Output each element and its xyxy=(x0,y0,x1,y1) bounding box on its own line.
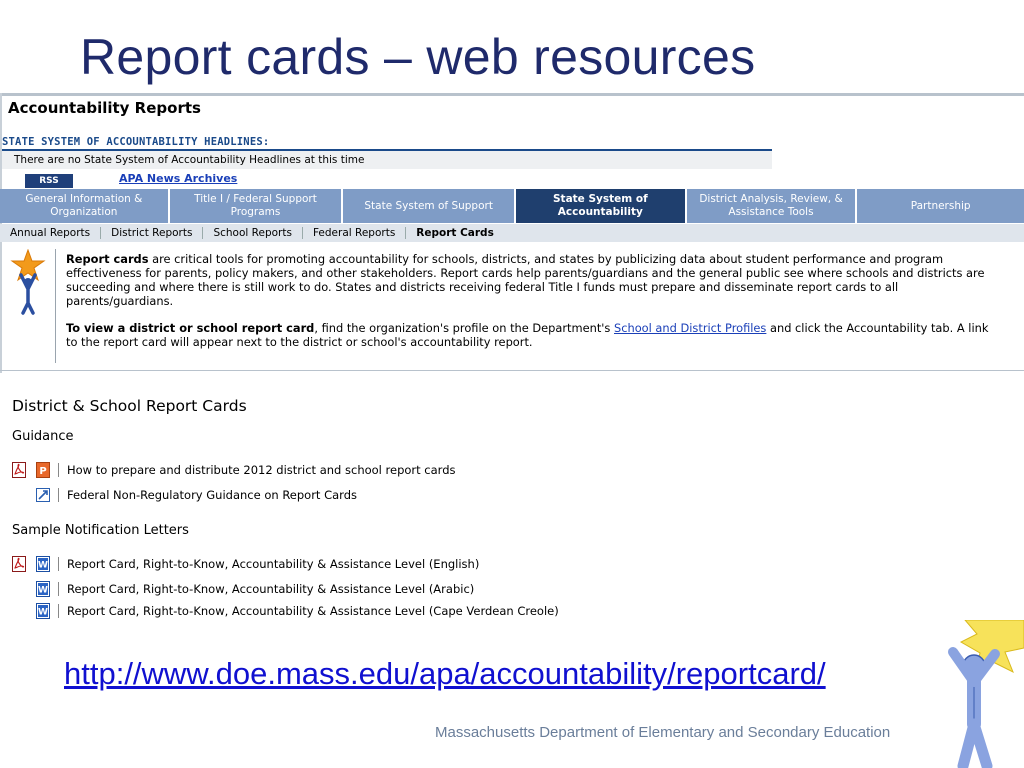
list-item[interactable] xyxy=(12,461,456,479)
divider xyxy=(58,604,59,618)
powerpoint-icon xyxy=(36,462,50,478)
divider xyxy=(55,249,56,363)
divider xyxy=(58,582,59,596)
list-item[interactable] xyxy=(12,602,559,620)
instructions-bold: To view a district or school report card xyxy=(66,321,315,335)
instructions-text: , find the organization's profile on the Department's xyxy=(314,321,614,335)
notification-letters-title: Sample Notification Letters xyxy=(12,523,189,538)
slide-title: Report cards – web resources xyxy=(80,29,756,85)
webpage-screenshot xyxy=(0,93,1024,621)
divider xyxy=(0,370,1024,371)
list-item[interactable] xyxy=(12,580,474,598)
tab-general-information[interactable]: General Information & Organization xyxy=(0,189,168,223)
star-person-icon xyxy=(8,249,48,315)
tab-state-system-of-support[interactable]: State System of Support xyxy=(343,189,514,223)
word-icon xyxy=(36,581,50,597)
document-link[interactable]: Report Card, Right-to-Know, Accountability & Assistance Level (Cape Verdean Creole) xyxy=(67,604,559,618)
divider xyxy=(58,463,59,477)
pdf-icon xyxy=(12,462,26,478)
apa-news-archives-link[interactable]: APA News Archives xyxy=(119,172,238,185)
intro-bold: Report cards xyxy=(66,252,149,266)
tab-state-system-of-accountability[interactable]: State System of Accountability xyxy=(516,189,685,223)
intro-paragraph xyxy=(66,252,996,308)
word-icon xyxy=(36,603,50,619)
page-heading: Accountability Reports xyxy=(8,99,201,117)
divider xyxy=(58,557,59,571)
svg-text:W: W xyxy=(38,560,48,571)
document-link[interactable]: How to prepare and distribute 2012 district and school report cards xyxy=(67,463,456,477)
main-nav xyxy=(0,189,1024,223)
report-card-url-link[interactable]: http://www.doe.mass.edu/apa/accountability/reportcard/ xyxy=(64,656,826,691)
guidance-title: Guidance xyxy=(12,429,74,444)
list-item[interactable] xyxy=(12,555,479,573)
external-link-icon xyxy=(36,487,50,503)
subnav-federal-reports[interactable]: Federal Reports xyxy=(303,227,406,239)
subnav-annual-reports[interactable]: Annual Reports xyxy=(0,227,101,239)
word-icon xyxy=(36,556,50,572)
svg-text:W: W xyxy=(38,585,48,596)
divider xyxy=(0,93,1024,96)
tab-title-i[interactable]: Title I / Federal Support Programs xyxy=(170,189,342,223)
subnav-school-reports[interactable]: School Reports xyxy=(203,227,302,239)
tab-partnership[interactable]: Partnership xyxy=(857,189,1024,223)
subnav-district-reports[interactable]: District Reports xyxy=(101,227,203,239)
headlines-label: STATE SYSTEM OF ACCOUNTABILITY HEADLINES: xyxy=(2,136,270,148)
document-link[interactable]: Report Card, Right-to-Know, Accountability & Assistance Level (English) xyxy=(67,557,480,571)
subnav-report-cards[interactable]: Report Cards xyxy=(416,227,494,239)
pdf-icon xyxy=(12,556,26,572)
instructions-paragraph xyxy=(66,321,996,349)
tab-district-analysis[interactable]: District Analysis, Review, & Assistance Tools xyxy=(687,189,856,223)
intro-text: are critical tools for promoting accountability for schools, districts, and states by publicizing data about student performance and program effectiveness for parents, policy makers, and other stakeholders. Report cards help parents/guardians and the general public see where schools and districts are succeeding and where there is still work to do. States and districts receiving federal Title I funds must prepare and disseminate report cards to all parents/guardians. xyxy=(66,252,985,308)
svg-text:W: W xyxy=(38,607,48,618)
document-link[interactable]: Report Card, Right-to-Know, Accountability & Assistance Level (Arabic) xyxy=(67,582,475,596)
instructions-text: and click the Accountability tab. A link to the report card will appear next to the district or school's accountability report. xyxy=(66,321,989,349)
intro-section xyxy=(0,245,1024,367)
list-item[interactable] xyxy=(12,486,357,504)
rss-button[interactable]: RSS xyxy=(25,174,73,188)
school-district-profiles-link[interactable]: School and District Profiles xyxy=(614,321,767,335)
footer-text: Massachusetts Department of Elementary and Secondary Education xyxy=(435,724,891,741)
document-link[interactable]: Federal Non-Regulatory Guidance on Report Cards xyxy=(67,488,357,502)
section-title: District & School Report Cards xyxy=(12,397,247,415)
headlines-message: There are no State System of Accountability Headlines at this time xyxy=(2,151,772,169)
svg-text:P: P xyxy=(39,466,47,477)
sub-nav xyxy=(0,224,1024,242)
star-person-icon xyxy=(935,620,1024,768)
divider xyxy=(58,488,59,502)
